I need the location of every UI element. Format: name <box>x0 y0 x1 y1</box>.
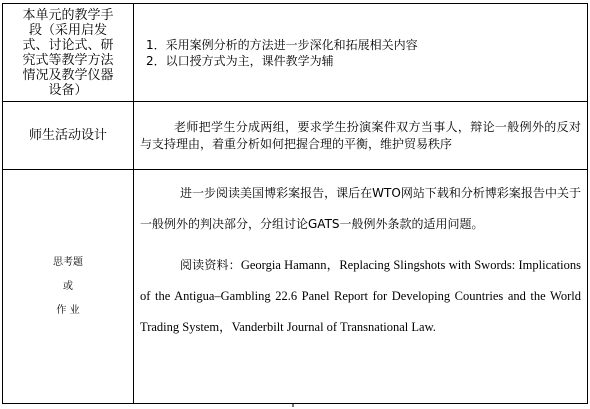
table-row <box>3 4 588 102</box>
page-mark <box>292 404 294 407</box>
assignment-label: 思考题 或 作 业 <box>53 256 83 316</box>
content-cell <box>134 4 588 102</box>
reading-material <box>140 250 581 343</box>
teaching-methods-label: 本单元的教学手 段（采用启发 式、讨论式、研 究式等教学方法 情况及教学仪器 设备） <box>22 7 114 98</box>
table-row <box>3 170 588 404</box>
reading-citation: Georgia Hamann，Replacing Slingshots with Swords: Implications of the Antigua–Gambling 22.6 Panel Report for Developing Countries and the World Trading System，Vanderbilt Journal of Transnational Law. <box>140 258 581 334</box>
reading-label: 阅读资料： <box>180 258 241 272</box>
list-item: 1．采用案例分析的方法进一步深化和拓展相关内容 <box>146 37 418 52</box>
teaching-methods-list <box>134 37 587 69</box>
activity-design-label: 师生活动设计 <box>28 128 107 143</box>
label-cell <box>3 102 134 170</box>
assignment-paragraph: 进一步阅读美国博彩案报告，课后在WTO网站下载和分析博彩案报告中关于一般例外的判决部分，分组讨论GATS一般例外条款的适用问题。 <box>140 186 581 231</box>
content-cell <box>134 102 588 170</box>
list-item: 2．以口授方式为主，课件教学为辅 <box>146 53 334 68</box>
lesson-plan-table <box>2 3 588 404</box>
content-cell <box>134 170 588 404</box>
label-cell <box>3 4 134 102</box>
activity-design-text: 老师把学生分成两组，要求学生扮演案件双方当事人，辩论一般例外的反对与支持理由，着重分析如何把握合理的平衡，维护贸易秩序 <box>140 119 581 151</box>
table-row <box>3 102 588 170</box>
assignment-content <box>134 170 587 347</box>
label-cell <box>3 170 134 404</box>
